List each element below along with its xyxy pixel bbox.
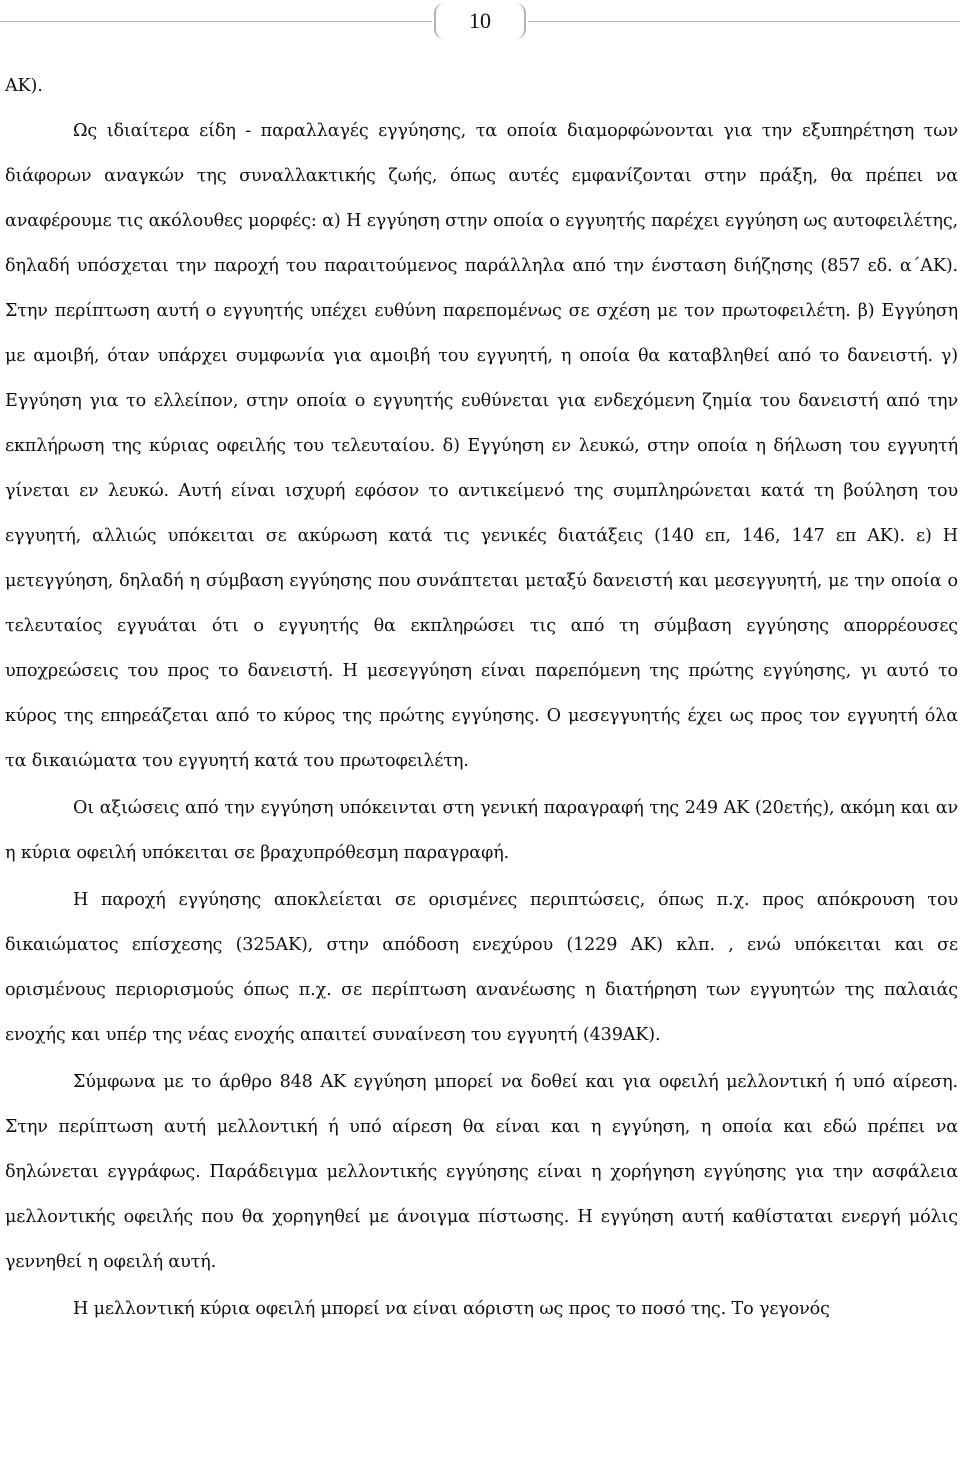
paragraph-future-debt: Σύμφωνα με το άρθρο 848 ΑΚ εγγύηση μπορεί να δοθεί και για οφειλή μελλοντική ή υπό αίρεση. Στην περίπτωση αυτή μελλοντική ή υπό αίρεση θα είναι και η εγγύηση, η οποία και εδώ πρέπει να δηλώνεται εγγράφως. Παράδειγμα μελλοντικής εγγύησης είναι η χορήγηση εγγύησης για την ασφάλεια μελλοντικής οφειλής που θα χορηγηθεί με άνοιγμα πίστωσης. Η εγγύηση αυτή καθίσταται ενεργή μόλις γεννηθεί η οφειλή αυτή.: [5, 1072, 958, 1272]
paragraph-indefinite-amount: Η μελλοντική κύρια οφειλή μπορεί να είναι αόριστη ως προς το ποσό της. Το γεγονός: [73, 1299, 830, 1319]
paragraph-exclusions: Η παροχή εγγύησης αποκλείεται σε ορισμένες περιπτώσεις, όπως π.χ. προς απόκρουση του δικαιώματος επίσχεσης (325ΑΚ), στην απόδοση ενεχύρου (1229 ΑΚ) κλπ. , ενώ υπόκειται και σε ορισμένους περιορισμούς όπως π.χ. σε περίπτωση ανανέωσης η διατήρηση των εγγυητών της παλαιάς ενοχής και υπέρ της νέας ενοχής απαιτεί συναίνεση του εγγυητή (439ΑΚ).: [5, 890, 958, 1045]
header-rule-left: [0, 21, 432, 22]
document-body: [5, 64, 958, 1332]
header-rule-right: [528, 21, 960, 22]
paragraph-continuation: ΑΚ).: [5, 76, 43, 96]
page-header: [0, 0, 960, 48]
paragraph-limitation: Οι αξιώσεις από την εγγύηση υπόκεινται στη γενική παραγραφή της 249 ΑΚ (20ετής), ακόμη και αν η κύρια οφειλή υπόκειται σε βραχυπρόθεσμη παραγραφή.: [5, 798, 958, 863]
page-number: 10: [434, 3, 526, 39]
paragraph-guarantee-types: Ως ιδιαίτερα είδη - παραλλαγές εγγύησης, τα οποία διαμορφώνονται για την εξυπηρέτηση των διάφορων αναγκών της συναλλακτικής ζωής, όπως αυτές εμφανίζονται στην πράξη, θα πρέπει να αναφέρουμε τις ακόλουθες μορφές: α) Η εγγύηση στην οποία ο εγγυητής παρέχει εγγύηση ως αυτοφειλέτης, δηλαδή υπόσχεται την παροχή του παραιτούμενος παράλληλα από την ένσταση διήζησης (857 εδ. α΄ΑΚ). Στην περίπτωση αυτή ο εγγυητής υπέχει ευθύνη παρεπομένως σε σχέση με τον πρωτοφειλέτη. β) Εγγύηση με αμοιβή, όταν υπάρχει συμφωνία για αμοιβή του εγγυητή, η οποία θα καταβληθεί από το δανειστή. γ) Εγγύηση για το ελλείπον, στην οποία ο εγγυητής ευθύνεται για ενδεχόμενη ζημία του δανειστή από την εκπλήρωση της κύριας οφειλής του τελευταίου. δ) Εγγύηση εν λευκώ, στην οποία η δήλωση του εγγυητή γίνεται εν λευκώ. Αυτή είναι ισχυρή εφόσον το αντικείμενό της συμπληρώνεται κατά τη βούληση του εγγυητή, αλλιώς υπόκειται σε ακύρωση κατά τις γενικές διατάξεις (140 επ, 146, 147 επ ΑΚ). ε) Η μετεγγύηση, δηλαδή η σύμβαση εγγύησης που συνάπτεται μεταξύ δανειστή και μεσεγγυητή, με την οποία ο τελευταίος εγγυάται ότι ο εγγυητής θα εκπληρώσει τις από τη σύμβαση εγγύησης απορρέουσες υποχρεώσεις του προς το δανειστή. Η μεσεγγύηση είναι παρεπόμενη της πρώτης εγγύησης, γι αυτό το κύρος της επηρεάζεται από το κύρος της πρώτης εγγύησης. Ο μεσεγγυητής έχει ως προς τον εγγυητή όλα τα δικαιώματα του εγγυητή κατά του πρωτοφειλέτη.: [5, 121, 958, 771]
